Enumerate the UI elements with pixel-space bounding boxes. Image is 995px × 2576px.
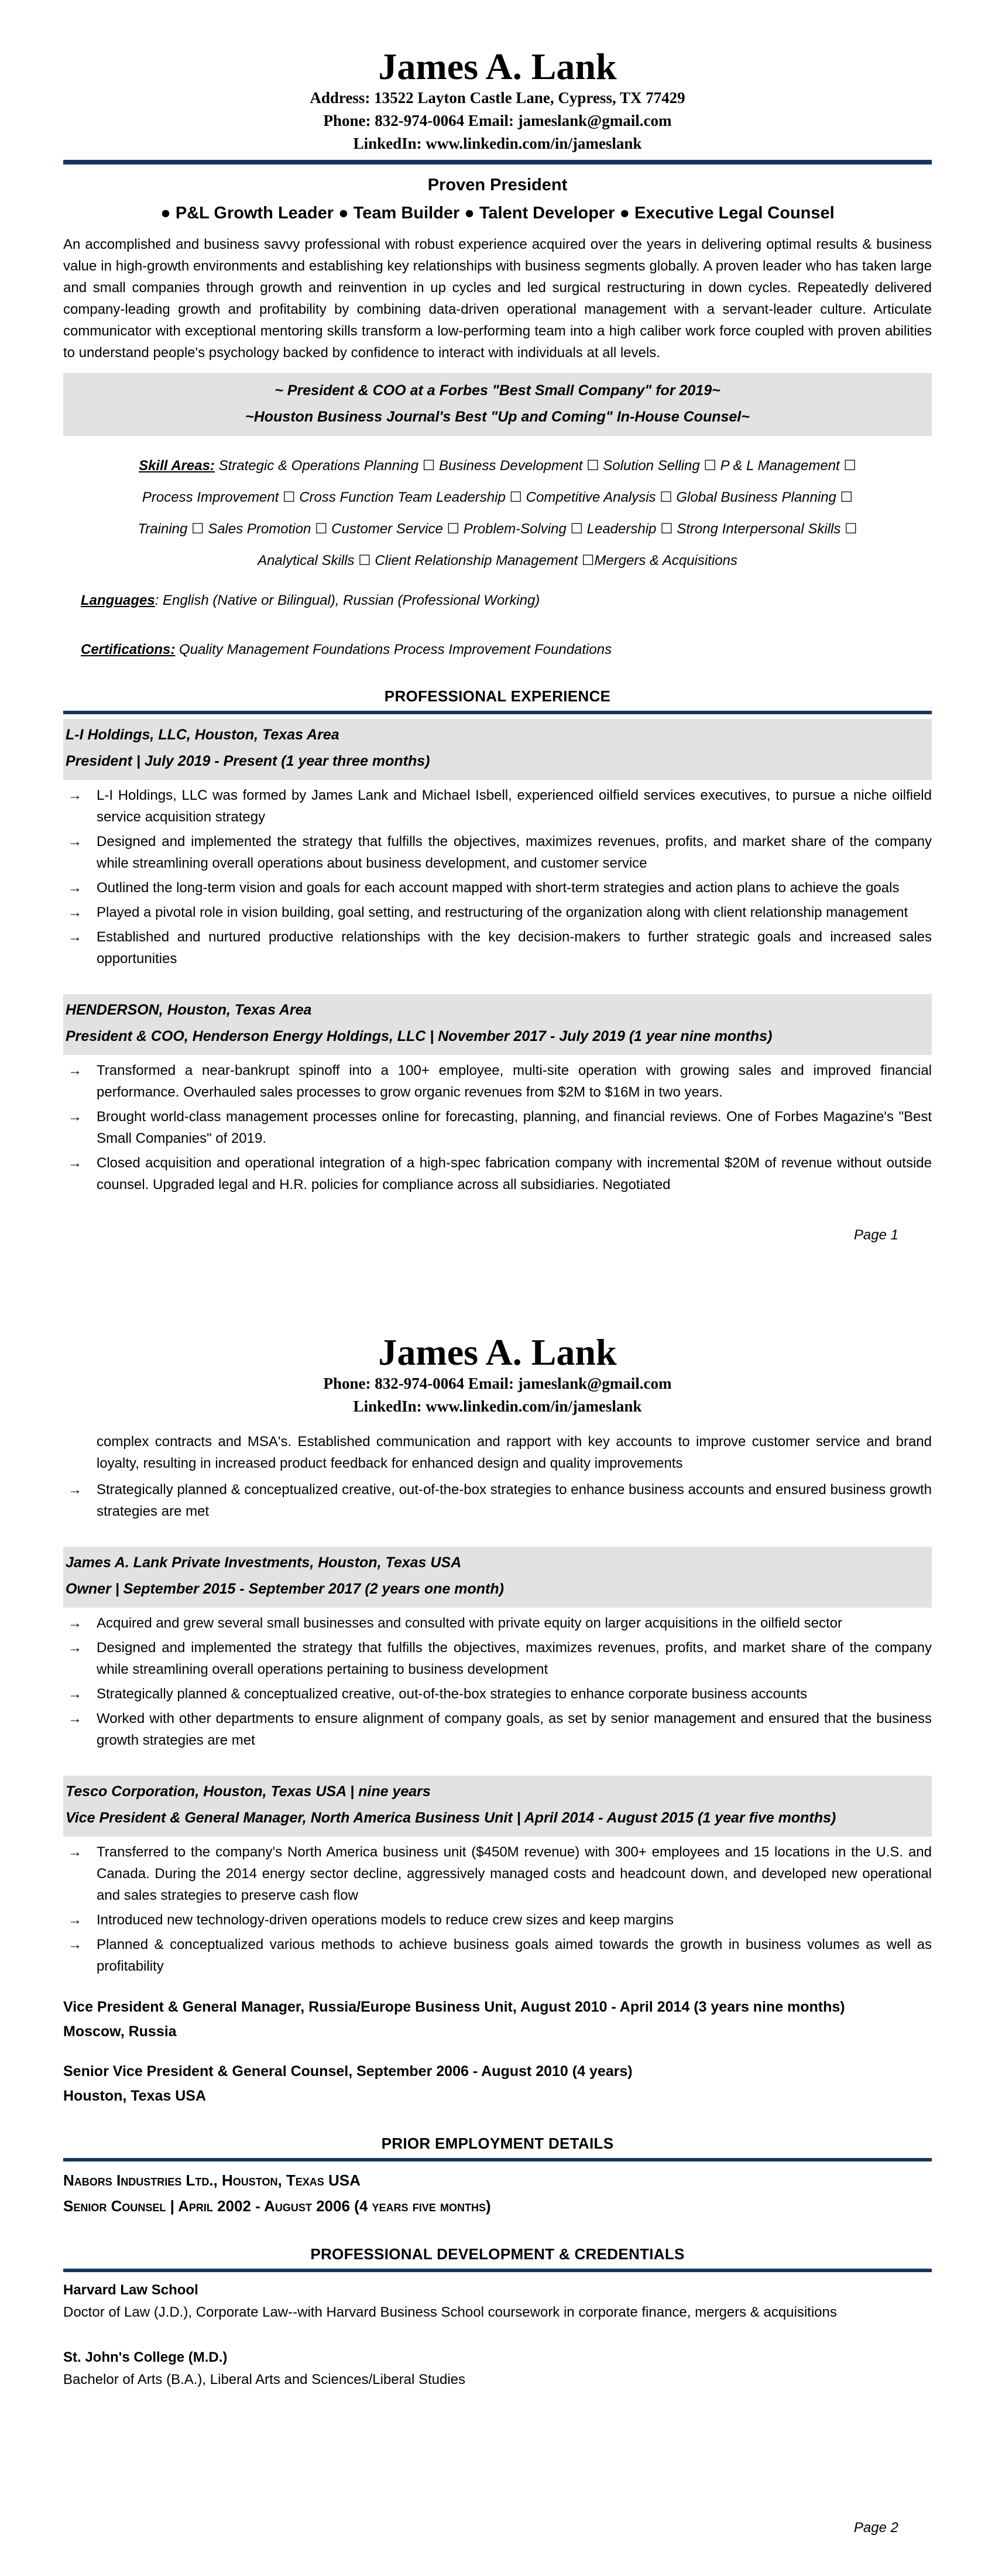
- awards-highlight-box: [63, 373, 932, 436]
- arrow-bullet-icon: →: [68, 834, 82, 849]
- arrow-bullet-icon: →: [68, 880, 82, 896]
- bullet-text: Outlined the long-term vision and goals for each account mapped with short-term strategies and action plans to achieve the goals: [97, 880, 900, 896]
- job-title: President & COO, Henderson Energy Holdings, LLC | November 2017 - July 2019 (1 year nine months): [66, 1028, 773, 1044]
- languages-text: : English (Native or Bilingual), Russian (Professional Working): [155, 592, 540, 608]
- prior-role: Senior Counsel | April 2002 - August 2006 (4 years five months): [63, 2197, 491, 2215]
- page-number: Page 2: [853, 2520, 898, 2536]
- bullet-item: [63, 831, 932, 874]
- bullet-text: Established and nurtured productive relationships with the key decision-makers to further strategic goals and increased sales opportunities: [97, 929, 932, 967]
- job-header-private-investments: [63, 1547, 932, 1608]
- bullet-item: [63, 1479, 932, 1522]
- section-divider: [63, 2158, 932, 2161]
- education-degree: Bachelor of Arts (B.A.), Liberal Arts and Sciences/Liberal Studies: [63, 2372, 466, 2387]
- job-header-tesco: [63, 1776, 932, 1837]
- section-title-professional-development: PROFESSIONAL DEVELOPMENT & CREDENTIALS: [310, 2245, 685, 2263]
- summary-paragraph: An accomplished and business savvy professional with robust experience acquired over the years in delivering optimal results & business value in high-growth environments and establishing key relationships with business segments globally. A proven leader who has taken large and small companies through growth and reinvention in up cycles and led surgical restructuring in down cycles. Repeatedly delivered company-leading growth and profitability by combining data-driven operational management with a servant-leader culture. Articulate communicator with exceptional mentoring skills transform a low-performing team into a high caliber work force coupled with proven abilities to understand people's psychology backed by confidence to interact with individuals at all levels.: [63, 237, 932, 361]
- bullet-text: Planned & conceptualized various methods to achieve business goals aimed towards the growth in business volumes as well as profitability: [97, 1937, 932, 1974]
- job-header-henderson: [63, 994, 932, 1055]
- arrow-bullet-icon: →: [68, 1937, 82, 1952]
- bullet-item: [63, 1637, 932, 1680]
- bullet-item: [63, 902, 932, 923]
- skills-line: Process Improvement ☐ Cross Function Team Leadership ☐ Competitive Analysis ☐ Global Business Planning ☐: [142, 489, 853, 505]
- job-title: Owner | September 2015 - September 2017 (2 years one month): [66, 1581, 504, 1597]
- arrow-bullet-icon: →: [68, 1109, 82, 1125]
- page-number: Page 1: [853, 1227, 898, 1243]
- arrow-bullet-icon: →: [68, 1063, 82, 1078]
- bullet-text: Strategically planned & conceptualized creative, out-of-the-box strategies to enhance business accounts and ensured business growth strategies are met: [97, 1482, 932, 1519]
- job-company: HENDERSON, Houston, Texas Area: [66, 1002, 312, 1018]
- education-harvard: [63, 2279, 932, 2323]
- bullet-item: [63, 1708, 932, 1751]
- bullet-text: Introduced new technology-driven operations models to reduce crew sizes and keep margins: [97, 1912, 674, 1928]
- bullet-text: Closed acquisition and operational integration of a high-spec fabrication company with incremental $20M of revenue without outside counsel. Upgraded legal and H.R. policies for compliance across all subsidiaries. Negotiated: [97, 1155, 932, 1193]
- page-title: James A. Lank: [378, 46, 617, 87]
- arrow-bullet-icon: →: [68, 787, 82, 803]
- henderson-continuation-text: complex contracts and MSA's. Established communication and rapport with key accounts to improve customer service and brand loyalty, resulting in increased product feedback for enhanced design and quality improvements: [97, 1434, 932, 1471]
- bullet-item: [63, 877, 932, 899]
- arrow-bullet-icon: →: [68, 1615, 82, 1631]
- bullet-item: [63, 1612, 932, 1634]
- bullet-text: Transferred to the company's North America business unit ($450M revenue) with 300+ employees and 15 locations in the U.S. and Canada. During the 2014 energy sector decline, aggressively managed costs and headcount down, and developed new operational and sales strategies to preserve cash flow: [97, 1844, 932, 1903]
- role-title: Vice President & General Manager, Russia/Europe Business Unit, August 2010 - April 2014 (3 years nine months): [63, 1999, 845, 2015]
- arrow-bullet-icon: →: [68, 929, 82, 945]
- skills-line: [63, 450, 932, 482]
- bullet-text: Acquired and grew several small businesses and consulted with private equity on larger acquisitions in the oilfield sector: [97, 1615, 843, 1631]
- role-title: Senior Vice President & General Counsel, September 2006 - August 2010 (4 years): [63, 2063, 633, 2080]
- bullet-text: Played a pivotal role in vision building, goal setting, and restructuring of the organization along with client relationship management: [97, 905, 908, 920]
- job-bullets-private-investments: [63, 1612, 932, 1751]
- award-line: ~ President & COO at a Forbes "Best Small Company" for 2019~: [275, 382, 720, 399]
- role-svp-general-counsel: [63, 2059, 932, 2108]
- job-bullets-li-holdings: [63, 785, 932, 970]
- linkedin-line: LinkedIn: www.linkedin.com/in/jameslank: [353, 135, 642, 152]
- arrow-bullet-icon: →: [68, 1711, 82, 1727]
- education-school: St. John's College (M.D.): [63, 2349, 228, 2365]
- arrow-bullet-icon: →: [68, 1912, 82, 1928]
- job-bullets-henderson: [63, 1060, 932, 1195]
- role-location: Moscow, Russia: [63, 2023, 177, 2040]
- prior-company: Nabors Industries Ltd., Houston, Texas USA: [63, 2171, 361, 2189]
- certifications-text: Quality Management Foundations Process Improvement Foundations: [175, 642, 612, 657]
- certifications-label: Certifications:: [81, 642, 176, 657]
- address-line: Address: 13522 Layton Castle Lane, Cypress, TX 77429: [310, 89, 685, 107]
- arrow-bullet-icon: →: [68, 1844, 82, 1860]
- bullet-item: [63, 1106, 932, 1149]
- phone-email-line: Phone: 832-974-0064 Email: jameslank@gmail.com: [323, 112, 672, 129]
- bullet-item: [63, 1683, 932, 1705]
- bullet-item: [63, 1909, 932, 1931]
- bullet-item: [63, 1841, 932, 1906]
- job-company: Tesco Corporation, Houston, Texas USA | nine years: [66, 1783, 431, 1800]
- job-title: Vice President & General Manager, North America Business Unit | April 2014 - August 2015 (1 year five months): [66, 1810, 836, 1826]
- prior-employment-block: [63, 2167, 932, 2219]
- job-bullets-tesco: [63, 1841, 932, 1977]
- subheadline: ● P&L Growth Leader ● Team Builder ● Talent Developer ● Executive Legal Counsel: [160, 204, 835, 222]
- bullet-item: [63, 926, 932, 970]
- education-school: Harvard Law School: [63, 2282, 198, 2298]
- bullet-text: Strategically planned & conceptualized creative, out-of-the-box strategies to enhance corporate business accounts: [97, 1686, 808, 1702]
- arrow-bullet-icon: →: [68, 1482, 82, 1498]
- bullet-text: Designed and implemented the strategy that fulfills the objectives, maximizes revenues, profits, and market share of the company while streamlining overall operations about business development, and customer service: [97, 834, 932, 871]
- arrow-bullet-icon: →: [68, 1640, 82, 1656]
- job-header-li-holdings: [63, 719, 932, 780]
- award-line: ~Houston Business Journal's Best "Up and Coming" In-House Counsel~: [245, 409, 750, 425]
- bullet-text: Designed and implemented the strategy that fulfills the objectives, maximizes revenues, profits, and market share of the company while streamlining overall operations pertaining to business development: [97, 1640, 932, 1677]
- header-divider: [63, 160, 932, 165]
- arrow-bullet-icon: →: [68, 1686, 82, 1702]
- bullet-text: Brought world-class management processes online for forecasting, planning, and financial reviews. One of Forbes Magazine's "Best Small Companies" of 2019.: [97, 1109, 932, 1146]
- bullet-item: [63, 785, 932, 828]
- education-degree: Doctor of Law (J.D.), Corporate Law--with Harvard Business School coursework in corporate finance, mergers & acquisitions: [63, 2304, 837, 2320]
- job-title: President | July 2019 - Present (1 year three months): [66, 753, 430, 769]
- job-bullets-henderson-continued: [63, 1479, 932, 1522]
- linkedin-line: LinkedIn: www.linkedin.com/in/jameslank: [353, 1397, 642, 1415]
- phone-email-line: Phone: 832-974-0064 Email: jameslank@gmail.com: [323, 1375, 672, 1392]
- bullet-item: [63, 1934, 932, 1977]
- job-company: James A. Lank Private Investments, Houston, Texas USA: [66, 1554, 462, 1571]
- section-divider: [63, 2269, 932, 2272]
- education-st-johns: [63, 2347, 932, 2390]
- bullet-text: Transformed a near-bankrupt spinoff into a 100+ employee, multi-site operation with growing sales and improved financial performance. Overhauled sales processes to grow organic revenues from $2M to $16M in two years.: [97, 1063, 932, 1100]
- skills-line: Training ☐ Sales Promotion ☐ Customer Service ☐ Problem-Solving ☐ Leadership ☐ Strong Interpersonal Skills ☐: [138, 521, 857, 537]
- section-divider: [63, 711, 932, 714]
- languages-label: Languages: [81, 592, 155, 608]
- headline: Proven President: [427, 176, 568, 194]
- section-title-professional-experience: PROFESSIONAL EXPERIENCE: [384, 687, 611, 705]
- resume-page-2: [0, 1288, 995, 2576]
- bullet-text: Worked with other departments to ensure alignment of company goals, as set by senior management and ensured that the business growth strategies are met: [97, 1711, 932, 1748]
- role-russia-europe: [63, 1995, 932, 2044]
- job-company: L-I Holdings, LLC, Houston, Texas Area: [66, 727, 339, 743]
- arrow-bullet-icon: →: [68, 905, 82, 920]
- arrow-bullet-icon: →: [68, 1155, 82, 1171]
- bullet-item: [63, 1152, 932, 1195]
- role-location: Houston, Texas USA: [63, 2088, 207, 2104]
- skills-label: Skill Areas:: [139, 458, 215, 474]
- bullet-text: L-I Holdings, LLC was formed by James Lank and Michael Isbell, experienced oilfield services executives, to pursue a niche oilfield service acquisition strategy: [97, 787, 932, 825]
- page-title: James A. Lank: [378, 1331, 617, 1373]
- skills-line: Analytical Skills ☐ Client Relationship Management ☐Mergers & Acquisitions: [258, 553, 737, 568]
- bullet-item: [63, 1060, 932, 1103]
- section-title-prior-employment: PRIOR EMPLOYMENT DETAILS: [381, 2135, 614, 2152]
- certifications-line: [63, 639, 932, 661]
- skill-areas-block: [63, 450, 932, 577]
- languages-line: [63, 590, 932, 612]
- skills-text: Strategic & Operations Planning ☐ Business Development ☐ Solution Selling ☐ P & L Management ☐: [218, 458, 856, 474]
